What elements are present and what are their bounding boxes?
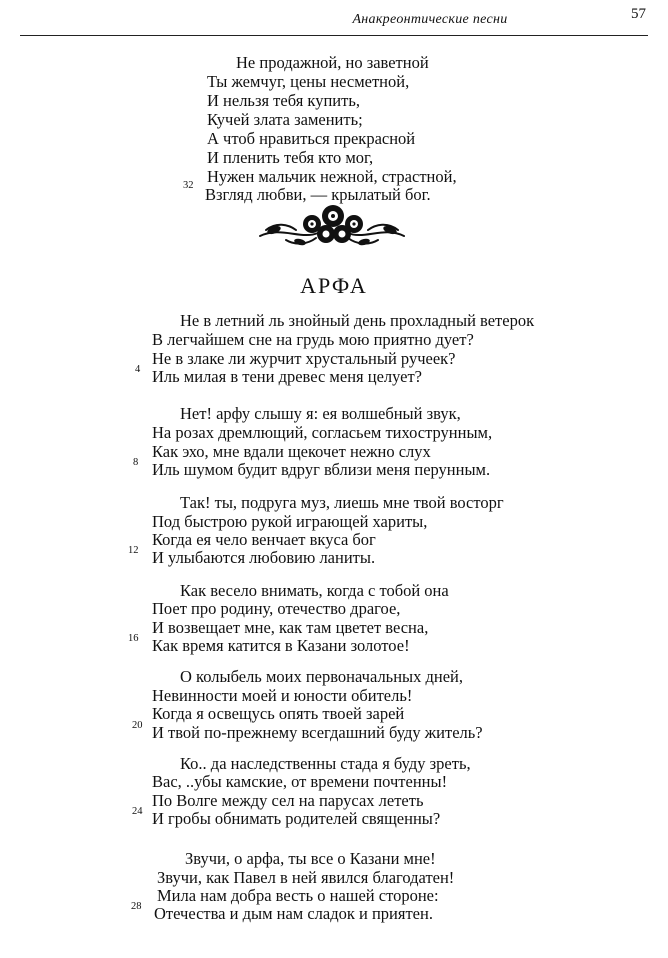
verse-line: Взгляд любви, — крылатый бог. <box>205 185 431 204</box>
verse-line: Не в злаке ли журчит хрустальный ручеек? <box>152 349 456 368</box>
verse-line: На розах дремлющий, согласьем тихострунным, <box>152 423 493 442</box>
verse-line: Звучи, о арфа, ты все о Казани мне! <box>185 849 436 868</box>
verse-line: Так! ты, подруга муз, лиешь мне твой восторг <box>180 493 504 512</box>
verse-line: Нет! арфу слышу я: ея волшебный звук, <box>180 404 461 423</box>
verse-line: Звучи, как Павел в ней явился благодатен! <box>157 868 455 887</box>
verse-line: Когда ея чело венчает вкуса бог <box>152 530 376 549</box>
verse-line: Как эхо, мне вдали щекочет нежно слух <box>152 442 431 461</box>
verse-line: Как время катится в Казани золотое! <box>152 636 410 655</box>
verse-line: И возвещает мне, как там цветет весна, <box>152 618 429 637</box>
verse-line: Поет про родину, отечество драгое, <box>152 599 401 618</box>
verse-line: Отечества и дым нам сладок и приятен. <box>154 904 433 923</box>
line-number: 32 <box>183 180 194 191</box>
header-rule <box>20 35 648 36</box>
line-number: 4 <box>135 364 141 375</box>
line-number: 28 <box>131 901 142 912</box>
line-number: 16 <box>128 633 139 644</box>
verse-line: Когда я освещусь опять твоей зарей <box>152 704 405 723</box>
verse-line: И пленить тебя кто мог, <box>207 148 374 167</box>
verse-line: Ты жемчуг, цены несметной, <box>207 72 410 91</box>
line-number: 24 <box>132 806 143 817</box>
verse-line: По Волге между сел на парусах лететь <box>152 791 424 810</box>
verse-line: Невинности моей и юности обитель! <box>152 686 413 705</box>
floral-vignette-icon <box>256 200 408 252</box>
verse-line: В легчайшем сне на грудь мою приятно дует? <box>152 330 474 349</box>
verse-line: Кучей злата заменить; <box>207 110 363 129</box>
poem-title: АРФА <box>300 273 368 298</box>
verse-line: Как весело внимать, когда с тобой она <box>180 581 449 600</box>
verse-line: Не продажной, но заветной <box>236 53 429 72</box>
verse-line: И гробы обнимать родителей священны? <box>152 809 441 828</box>
verse-line: И улыбаются любовию ланиты. <box>152 548 376 567</box>
verse-line: И нельзя тебя купить, <box>207 91 360 110</box>
verse-line: Не в летний ль знойный день прохладный ветерок <box>180 311 535 330</box>
verse-line: Иль шумом будит вдруг вблизи меня перунным. <box>152 460 491 479</box>
verse-line: И твой по-прежнему всегдашний буду житель? <box>152 723 483 742</box>
verse-line: О колыбель моих первоначальных дней, <box>180 667 463 686</box>
verse-line: Под быстрою рукой играющей хариты, <box>152 512 428 531</box>
verse-line: Иль милая в тени древес меня целует? <box>152 367 423 386</box>
running-head: Анакреонтические песни <box>352 12 508 27</box>
verse-line: Вас, ..убы камские, от времени почтенны! <box>152 772 448 791</box>
verse-line: Мила нам добра весть о нашей стороне: <box>157 886 439 905</box>
line-number: 20 <box>132 720 143 731</box>
verse-line: Нужен мальчик нежной, страстной, <box>207 167 457 186</box>
page-number: 57 <box>631 6 646 22</box>
line-number: 12 <box>128 545 139 556</box>
verse-line: Ко.. да наследственны стада я буду зреть, <box>180 754 471 773</box>
line-number: 8 <box>133 457 139 468</box>
verse-line: А чтоб нравиться прекрасной <box>207 129 416 148</box>
